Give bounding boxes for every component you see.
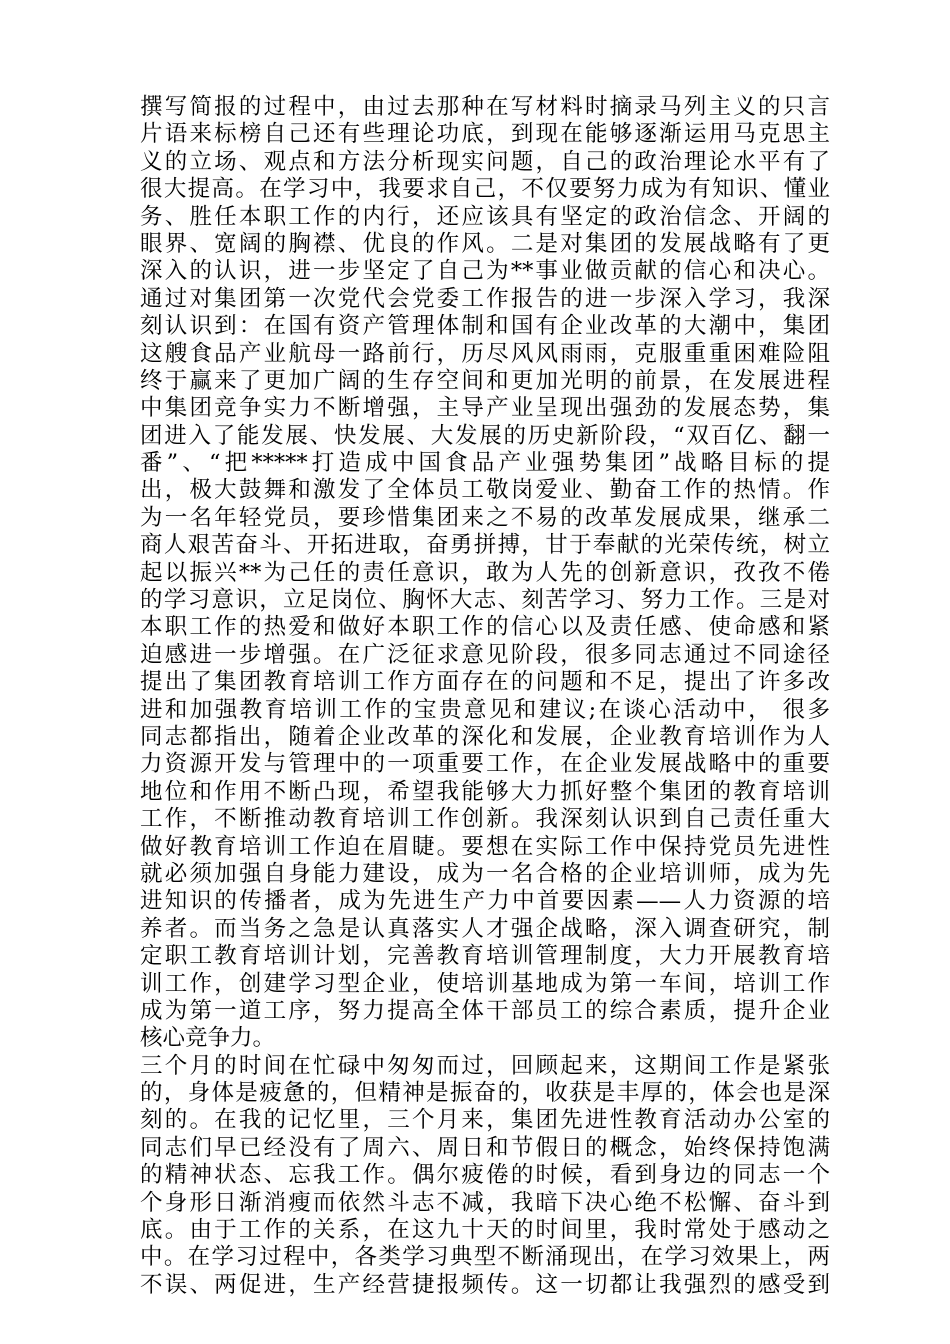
text-line: 同志都指出，随着企业改革的深化和发展，企业教育培训作为人 — [140, 723, 830, 750]
text-line: 团进入了能发展、快发展、大发展的历史新阶段，“双百亿、翻一 — [140, 422, 830, 449]
text-line: 为一名年轻党员，要珍惜集团来之不易的改革发展成果，继承二 — [140, 504, 830, 531]
body-text — [140, 94, 830, 1299]
text-line: 提出了集团教育培训工作方面存在的问题和不足，提出了许多改 — [140, 669, 830, 696]
text-line: 底。由于工作的关系，在这九十天的时间里，我时常处于感动之 — [140, 1217, 830, 1244]
text-line: 就必须加强自身能力建设，成为一名合格的企业培训师，成为先 — [140, 860, 830, 887]
text-line: 通过对集团第一次党代会党委工作报告的进一步深入学习，我深 — [140, 285, 830, 312]
text-line: 三个月的时间在忙碌中匆匆而过，回顾起来，这期间工作是紧张 — [140, 1052, 830, 1079]
text-line: 养者。而当务之急是认真落实人才强企战略，深入调查研究，制 — [140, 915, 830, 942]
text-line: 起以振兴**为己任的责任意识，敢为人先的创新意识，孜孜不倦 — [140, 559, 830, 586]
text-line: 这艘食品产业航母一路前行，历尽风风雨雨，克服重重困难险阻 — [140, 340, 830, 367]
text-line: 进和加强教育培训工作的宝贵意见和建议;在谈心活动中， 很多 — [140, 696, 830, 723]
text-line: 番”、“把*****打造成中国食品产业强势集团”战略目标的提 — [140, 450, 830, 477]
text-line: 深入的认识，进一步坚定了自己为**事业做贡献的信心和决心。 — [140, 258, 830, 285]
text-line: 片语来标榜自己还有些理论功底，到现在能够逐渐运用马克思主 — [140, 121, 830, 148]
text-line: 商人艰苦奋斗、开拓进取，奋勇拼搏，甘于奉献的光荣传统，树立 — [140, 532, 830, 559]
text-line: 成为第一道工序，努力提高全体干部员工的综合素质，提升企业 — [140, 997, 830, 1024]
text-line: 个身形日渐消瘦而依然斗志不减，我暗下决心绝不松懈、奋斗到 — [140, 1189, 830, 1216]
text-line: 刻认识到：在国有资产管理体制和国有企业改革的大潮中，集团 — [140, 313, 830, 340]
text-line: 核心竞争力。 — [140, 1025, 276, 1052]
text-line: 务、胜任本职工作的内行，还应该具有坚定的政治信念、开阔的 — [140, 203, 830, 230]
text-line: 地位和作用不断凸现，希望我能够大力抓好整个集团的教育培训 — [140, 778, 830, 805]
text-line: 力资源开发与管理中的一项重要工作，在企业发展战略中的重要 — [140, 751, 830, 778]
text-line: 终于赢来了更加广阔的生存空间和更加光明的前景，在发展进程 — [140, 367, 830, 394]
text-line: 做好教育培训工作迫在眉睫。要想在实际工作中保持党员先进性 — [140, 833, 830, 860]
text-line: 中集团竞争实力不断增强，主导产业呈现出强劲的发展态势，集 — [140, 395, 830, 422]
text-line: 迫感进一步增强。在广泛征求意见阶段，很多同志通过不同途径 — [140, 641, 830, 668]
text-line: 眼界、宽阔的胸襟、优良的作风。二是对集团的发展战略有了更 — [140, 230, 830, 257]
text-line: 的学习意识，立足岗位、胸怀大志、刻苦学习、努力工作。三是对 — [140, 587, 830, 614]
text-line: 义的立场、观点和方法分析现实问题，自己的政治理论水平有了 — [140, 148, 830, 175]
text-line: 训工作，创建学习型企业，使培训基地成为第一车间，培训工作 — [140, 970, 830, 997]
text-line: 撰写简报的过程中，由过去那种在写材料时摘录马列主义的只言 — [140, 94, 830, 120]
text-line: 出，极大鼓舞和激发了全体员工敬岗爱业、勤奋工作的热情。作 — [140, 477, 830, 504]
text-line: 定职工教育培训计划，完善教育培训管理制度，大力开展教育培 — [140, 943, 830, 970]
text-line: 的，身体是疲惫的，但精神是振奋的，收获是丰厚的，体会也是深 — [140, 1080, 830, 1107]
text-line: 不误、两促进，生产经营捷报频传。这一切都让我强烈的感受到 — [140, 1271, 830, 1298]
text-line: 的精神状态、忘我工作。偶尔疲倦的时候，看到身边的同志一个 — [140, 1162, 830, 1189]
text-line: 同志们早已经没有了周六、周日和节假日的概念，始终保持饱满 — [140, 1134, 830, 1161]
text-line: 刻的。在我的记忆里，三个月来，集团先进性教育活动办公室的 — [140, 1107, 830, 1134]
text-line: 很大提高。在学习中，我要求自己，不仅要努力成为有知识、懂业 — [140, 176, 830, 203]
text-line: 进知识的传播者，成为先进生产力中首要因素——人力资源的培 — [140, 888, 830, 915]
text-line: 中。在学习过程中，各类学习典型不断涌现出，在学习效果上，两 — [140, 1244, 830, 1271]
text-line: 工作，不断推动教育培训工作创新。我深刻认识到自己责任重大 — [140, 806, 830, 833]
text-line: 本职工作的热爱和做好本职工作的信心以及责任感、使命感和紧 — [140, 614, 830, 641]
